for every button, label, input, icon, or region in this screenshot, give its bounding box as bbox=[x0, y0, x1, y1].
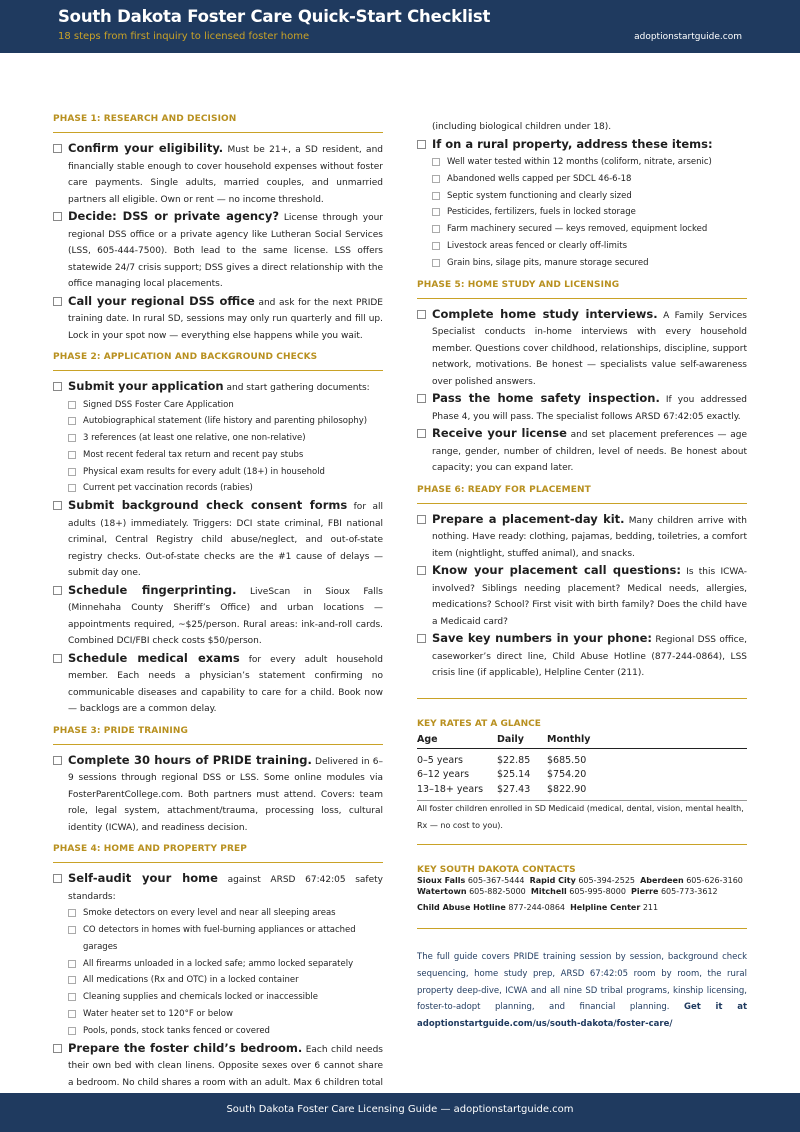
sub-checklist-item[interactable]: Septic system functioning and clearly sized bbox=[432, 188, 747, 205]
divider bbox=[417, 928, 747, 929]
contact-phone[interactable]: 211 bbox=[642, 903, 659, 913]
sub-checklist-item[interactable]: Pesticides, fertilizers, fuels in locked storage bbox=[432, 204, 747, 221]
rate-daily: $27.43 bbox=[497, 783, 531, 795]
checkbox[interactable] bbox=[432, 175, 440, 183]
checkbox[interactable] bbox=[68, 451, 76, 459]
checkbox[interactable] bbox=[417, 429, 426, 438]
checkbox[interactable] bbox=[432, 208, 440, 216]
checkbox[interactable] bbox=[53, 756, 62, 765]
rates-table bbox=[417, 734, 747, 798]
checkbox[interactable] bbox=[68, 417, 76, 425]
checklist-item[interactable]: Schedule fingerprinting. LiveScan in Sioux Falls (Minnehaha County Sheriff’s Office) and urban locations — appointments required, ~$25/person. Rural areas: ink-and-roll cards. Combined DCI/FBI check costs $50/person. bbox=[53, 582, 383, 650]
checkbox[interactable] bbox=[417, 634, 426, 643]
rates-title: KEY RATES AT A GLANCE bbox=[417, 718, 541, 729]
checkbox[interactable] bbox=[417, 394, 426, 403]
checkbox[interactable] bbox=[417, 515, 426, 524]
contacts-title: KEY SOUTH DAKOTA CONTACTS bbox=[417, 865, 576, 876]
page-subtitle: 18 steps from first inquiry to licensed foster home bbox=[58, 31, 310, 42]
checkbox[interactable] bbox=[53, 212, 62, 221]
sub-checklist-item[interactable]: Cleaning supplies and chemicals locked or inaccessible bbox=[68, 989, 383, 1006]
checklist-item[interactable]: Call your regional DSS office and ask for the next PRIDE training date. In rural SD, sessions may only run quarterly and fill up. Lock in your spot now — everything else happens while you wait. bbox=[53, 293, 383, 345]
checkbox[interactable] bbox=[68, 909, 76, 917]
checkbox[interactable] bbox=[68, 993, 76, 1001]
rates-header-row bbox=[417, 734, 747, 749]
right-column bbox=[417, 112, 747, 1033]
contact-phone[interactable]: 877-244-0864 bbox=[508, 903, 565, 913]
sub-checklist-item[interactable]: Abandoned wells capped per SDCL 46-6-18 bbox=[432, 171, 747, 188]
checkbox[interactable] bbox=[53, 654, 62, 663]
promo-text: The full guide covers PRIDE training session by session, background check sequencing, home study prep, ARSD 67:42:05 room by room, the rural property deep-dive, ICWA and all nine SD tribal programs, kinship licensing, foster-to-adopt planning, and financial planning. Get it at adoptionstartguide.com/us/south-dakota/foster-care/ bbox=[417, 952, 748, 1030]
checkbox[interactable] bbox=[432, 158, 440, 166]
divider bbox=[417, 698, 747, 699]
checkbox[interactable] bbox=[432, 192, 440, 200]
checkbox[interactable] bbox=[68, 434, 76, 442]
checkbox[interactable] bbox=[68, 960, 76, 968]
safety-list bbox=[53, 905, 383, 1039]
sub-checklist-item[interactable]: Water heater set to 120°F or below bbox=[68, 1006, 383, 1023]
sub-checklist-item[interactable]: All medications (Rx and OTC) in a locked container bbox=[68, 972, 383, 989]
checkbox[interactable] bbox=[53, 586, 62, 595]
checklist-item[interactable]: Prepare a placement-day kit. Many children arrive with nothing. Have ready: clothing, pajamas, bedding, toiletries, a comfort item (nightlight, stuffed animal), and snacks. bbox=[417, 511, 747, 563]
contacts-list bbox=[417, 875, 747, 913]
checklist-item[interactable]: Complete 30 hours of PRIDE training. Delivered in 6–9 sessions through regional DSS or LSS. Some online modules via FosterParentCollege.com. Both partners must attend. Covers: team role, legal system, attachment/trauma, processing loss, cultural identity (ICWA), and readiness decision. bbox=[53, 752, 383, 837]
contact-name: Helpline Center bbox=[570, 903, 641, 913]
checkbox[interactable] bbox=[53, 874, 62, 883]
promo-link[interactable]: Get it at adoptionstartguide.com/us/south-dakota/foster-care/ bbox=[417, 1002, 748, 1030]
rate-monthly: $754.20 bbox=[547, 769, 587, 781]
sub-checklist-item[interactable]: Well water tested within 12 months (coliform, nitrate, arsenic) bbox=[432, 154, 747, 171]
sub-checklist-item[interactable]: All firearms unloaded in a locked safe; ammo locked separately bbox=[68, 956, 383, 973]
checkbox[interactable] bbox=[417, 566, 426, 575]
checklist-item[interactable]: Save key numbers in your phone: Regional DSS office, caseworker’s direct line, Child Abuse Hotline (877-244-0864), LSS crisis line (if applicable), Helpline Center (211). bbox=[417, 630, 747, 682]
sub-checklist-item[interactable]: CO detectors in homes with fuel-burning appliances or attached garages bbox=[68, 922, 383, 956]
table-row bbox=[417, 783, 747, 798]
divider bbox=[417, 844, 747, 845]
checklist-item[interactable]: Pass the home safety inspection. If you addressed Phase 4, you will pass. The specialist follows ARSD 67:42:05 exactly. bbox=[417, 390, 747, 425]
phase-4-title: PHASE 4: HOME AND PROPERTY PREP bbox=[53, 842, 383, 863]
sub-checklist-item[interactable]: Current pet vaccination records (rabies) bbox=[68, 480, 383, 497]
sub-checklist-item[interactable]: Pools, ponds, stock tanks fenced or covered bbox=[68, 1023, 383, 1040]
sub-checklist-item[interactable]: Signed DSS Foster Care Application bbox=[68, 397, 383, 414]
rate-monthly: $685.50 bbox=[547, 754, 587, 766]
left-column bbox=[53, 112, 383, 1091]
rates-note: All foster children enrolled in SD Medicaid (medical, dental, vision, mental health, Rx — no cost to you). bbox=[417, 800, 747, 834]
sub-checklist-item[interactable]: Autobiographical statement (life history and parenting philosophy) bbox=[68, 413, 383, 430]
checkbox[interactable] bbox=[68, 401, 76, 409]
document-list bbox=[53, 397, 383, 498]
rate-daily: $25.14 bbox=[497, 769, 531, 781]
rates-header-cell: Age bbox=[417, 734, 497, 749]
contact-phone[interactable]: 605-626-3160 bbox=[686, 876, 743, 886]
contact-phone[interactable]: 605-995-8000 bbox=[569, 887, 626, 897]
sub-checklist-item[interactable]: 3 references (at least one relative, one non-relative) bbox=[68, 430, 383, 447]
contact-phone[interactable]: 605-367-5444 bbox=[467, 876, 525, 886]
rate-age: 13–18+ years bbox=[417, 783, 484, 795]
sub-checklist-item[interactable]: Physical exam results for every adult (18+) in household bbox=[68, 464, 383, 481]
checkbox[interactable] bbox=[68, 976, 76, 984]
checkbox[interactable] bbox=[68, 926, 76, 934]
checklist-item[interactable]: Submit your application and start gathering documents: bbox=[53, 378, 383, 397]
checkbox[interactable] bbox=[68, 484, 76, 492]
checklist-item[interactable]: Prepare the foster child’s bedroom. Each child needs their own bed with clean linens. Opposite sexes over 6 cannot share a bedroom. No child shares a room with an adult. Max 6 children total bbox=[53, 1040, 383, 1092]
bedroom-continuation: (including biological children under 18). bbox=[432, 122, 612, 132]
checklist-item[interactable]: Receive your license and set placement preferences — age range, gender, number of children, level of needs. Be honest about capacity; you can expand later. bbox=[417, 425, 747, 477]
checklist-item[interactable]: Self-audit your home against ARSD 67:42:05 safety standards: bbox=[53, 870, 383, 905]
checklist-item[interactable]: Confirm your eligibility. Must be 21+, a SD resident, and financially stable enough to cover household expenses without foster care payments. Single adults, married couples, and unmarried partners all eligible. Own or rent — no income threshold. bbox=[53, 140, 383, 208]
rates-header-cell: Daily bbox=[497, 734, 547, 749]
rate-daily: $22.85 bbox=[497, 754, 531, 766]
phase-5-title: PHASE 5: HOME STUDY AND LICENSING bbox=[417, 278, 747, 299]
rate-age: 0–5 years bbox=[417, 754, 464, 766]
checkbox[interactable] bbox=[432, 242, 440, 250]
phase-6-title: PHASE 6: READY FOR PLACEMENT bbox=[417, 483, 747, 504]
sub-checklist-item[interactable]: Grain bins, silage pits, manure storage secured bbox=[432, 255, 747, 272]
contact-phone[interactable]: 605-394-2525 bbox=[578, 876, 636, 886]
checklist-item[interactable]: Submit background check consent forms for all adults (18+) immediately. Triggers: DCI state criminal, FBI national criminal, Central Registry child abuse/neglect, and out-of-state registry checks. Out-of-state checks are the #1 cause of delays — submit day one. bbox=[53, 497, 383, 582]
phase-2-title: PHASE 2: APPLICATION AND BACKGROUND CHECKS bbox=[53, 350, 383, 371]
sub-checklist-item[interactable]: Smoke detectors on every level and near all sleeping areas bbox=[68, 905, 383, 922]
contact-name: Rapid City bbox=[529, 876, 576, 886]
sub-checklist-item[interactable]: Most recent federal tax return and recent pay stubs bbox=[68, 447, 383, 464]
checkbox[interactable] bbox=[53, 501, 62, 510]
checkbox[interactable] bbox=[432, 259, 440, 267]
table-row bbox=[417, 768, 747, 783]
rate-age: 6–12 years bbox=[417, 769, 470, 781]
contact-name: Pierre bbox=[631, 887, 659, 897]
checkbox[interactable] bbox=[68, 1010, 76, 1018]
checklist-item[interactable]: Know your placement call questions: Is this ICWA-involved? Siblings needing placement? Medical needs, allergies, medications? School? First visit with birth family? Does the child have a Medicaid card? bbox=[417, 562, 747, 630]
contact-name: Mitchell bbox=[530, 887, 567, 897]
checkbox[interactable] bbox=[417, 140, 426, 149]
header-url[interactable]: adoptionstartguide.com bbox=[634, 32, 742, 42]
contact-name: Child Abuse Hotline bbox=[417, 903, 506, 913]
sub-checklist-item[interactable]: Livestock areas fenced or clearly off-limits bbox=[432, 238, 747, 255]
contact-name: Watertown bbox=[417, 887, 467, 897]
checkbox[interactable] bbox=[53, 1044, 62, 1053]
phase-1-title: PHASE 1: RESEARCH AND DECISION bbox=[53, 112, 383, 133]
checkbox[interactable] bbox=[68, 468, 76, 476]
checklist-item[interactable]: Decide: DSS or private agency? License through your regional DSS office or a private agency like Lutheran Social Services (LSS, 605-444-7500). Both lead to the same license. LSS offers statewide 24/7 crisis support; DSS gives a direct relationship with the office managing local placements. bbox=[53, 208, 383, 293]
table-row bbox=[417, 748, 747, 768]
page-title: South Dakota Foster Care Quick-Start Checklist bbox=[58, 7, 491, 26]
checkbox[interactable] bbox=[68, 1027, 76, 1035]
contact-phone[interactable]: 605-773-3612 bbox=[660, 887, 718, 897]
contact-name: Aberdeen bbox=[640, 876, 684, 886]
checkbox[interactable] bbox=[53, 297, 62, 306]
phase-3-title: PHASE 3: PRIDE TRAINING bbox=[53, 724, 383, 745]
checkbox[interactable] bbox=[432, 225, 440, 233]
contact-name: Sioux Falls bbox=[417, 876, 466, 886]
rural-list bbox=[417, 154, 747, 272]
checklist-item[interactable]: Complete home study interviews. A Family Services Specialist conducts in-home interviews with every household member. Questions cover childhood, relationships, discipline, support network, motivations. Be honest — specialists value self-awareness over polished answers. bbox=[417, 306, 747, 391]
page-footer: South Dakota Foster Care Licensing Guide — adoptionstartguide.com bbox=[0, 1093, 800, 1132]
rates-header-cell: Monthly bbox=[547, 734, 747, 749]
checkbox[interactable] bbox=[53, 144, 62, 153]
checkbox[interactable] bbox=[53, 382, 62, 391]
checkbox[interactable] bbox=[417, 310, 426, 319]
checklist-item[interactable]: If on a rural property, address these items: bbox=[417, 136, 747, 155]
sub-checklist-item[interactable]: Farm machinery secured — keys removed, equipment locked bbox=[432, 221, 747, 238]
page-header bbox=[0, 0, 800, 53]
checklist-item[interactable]: Schedule medical exams for every adult household member. Each needs a physician’s statement confirming no communicable diseases and capability to care for a child. Book now — backlogs are a common delay. bbox=[53, 650, 383, 718]
contact-phone[interactable]: 605-882-5000 bbox=[469, 887, 526, 897]
rate-monthly: $822.90 bbox=[547, 783, 587, 795]
